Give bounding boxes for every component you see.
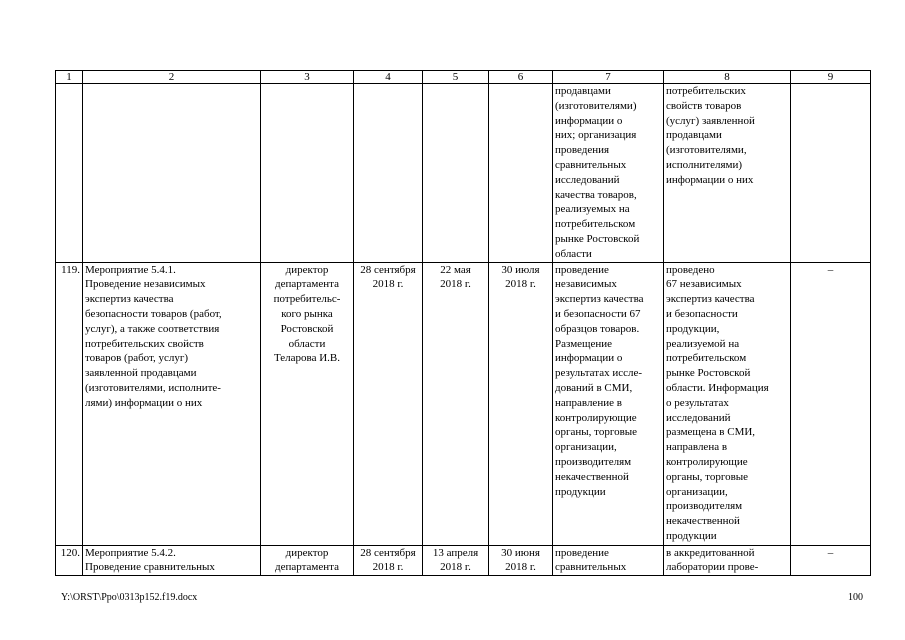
responsible-cell: директор департамента xyxy=(261,545,354,576)
actual-result-cell: потребительских свойств товаров (услуг) заявленной продавцами (изготовителями, исполнителями) информации о них xyxy=(664,84,791,263)
page-number: 100 xyxy=(848,592,863,603)
date-cell: 22 мая 2018 г. xyxy=(423,262,489,545)
date-cell: 30 июня 2018 г. xyxy=(489,545,553,576)
table-cell xyxy=(489,84,553,263)
header-cell: 5 xyxy=(423,71,489,84)
table-cell xyxy=(261,84,354,263)
note-cell: – xyxy=(791,262,871,545)
planned-result-cell: проведение сравнительных xyxy=(553,545,664,576)
measure-cell: Мероприятие 5.4.1. Проведение независимых экспертиз качества безопасности товаров (работ, услуг), а также соответствия потребительских свойств товаров (работ, услуг) заявленной продавцами (изготовителями, исполните- лями) информации о них xyxy=(83,262,261,545)
footer-file-path: Y:\ORST\Ppo\0313p152.f19.docx xyxy=(61,592,198,603)
date-cell: 13 апреля 2018 г. xyxy=(423,545,489,576)
actual-result-cell: в аккредитованной лаборатории прове- xyxy=(664,545,791,576)
document-table xyxy=(55,70,871,576)
header-cell: 6 xyxy=(489,71,553,84)
date-cell: 28 сентября 2018 г. xyxy=(354,262,423,545)
table-cell xyxy=(423,84,489,263)
header-cell: 8 xyxy=(664,71,791,84)
header-cell: 9 xyxy=(791,71,871,84)
table-cell xyxy=(56,84,83,263)
continuation-row xyxy=(56,84,871,263)
table-row xyxy=(56,262,871,545)
date-cell: 28 сентября 2018 г. xyxy=(354,545,423,576)
table-cell xyxy=(354,84,423,263)
note-cell: – xyxy=(791,545,871,576)
table-row xyxy=(56,545,871,576)
row-number: 120. xyxy=(56,545,83,576)
header-cell: 7 xyxy=(553,71,664,84)
planned-result-cell: проведение независимых экспертиз качества и безопасности 67 образцов товаров. Размещение информации о результатах иссле- дований в СМИ, направление в контролирующие органы, торговые организации, производителям некачественной продукции xyxy=(553,262,664,545)
table-cell xyxy=(83,84,261,263)
row-number: 119. xyxy=(56,262,83,545)
date-cell: 30 июля 2018 г. xyxy=(489,262,553,545)
header-cell: 4 xyxy=(354,71,423,84)
header-cell: 1 xyxy=(56,71,83,84)
measure-cell: Мероприятие 5.4.2. Проведение сравнительных xyxy=(83,545,261,576)
header-cell: 2 xyxy=(83,71,261,84)
planned-result-cell: продавцами (изготовителями) информации о них; организация проведения сравнительных исследований качества товаров, реализуемых на потребительском рынке Ростовской области xyxy=(553,84,664,263)
table-cell xyxy=(791,84,871,263)
actual-result-cell: проведено 67 независимых экспертиз качества и безопасности продукции, реализуемой на потребительском рынке Ростовской области. Информация о результатах исследований размещена в СМИ, направлена в контролирующие органы, торговые организации, производителям некачественной продукции xyxy=(664,262,791,545)
header-cell: 3 xyxy=(261,71,354,84)
header-row xyxy=(56,71,871,84)
responsible-cell: директор департамента потребительс- кого рынка Ростовской области Теларова И.В. xyxy=(261,262,354,545)
